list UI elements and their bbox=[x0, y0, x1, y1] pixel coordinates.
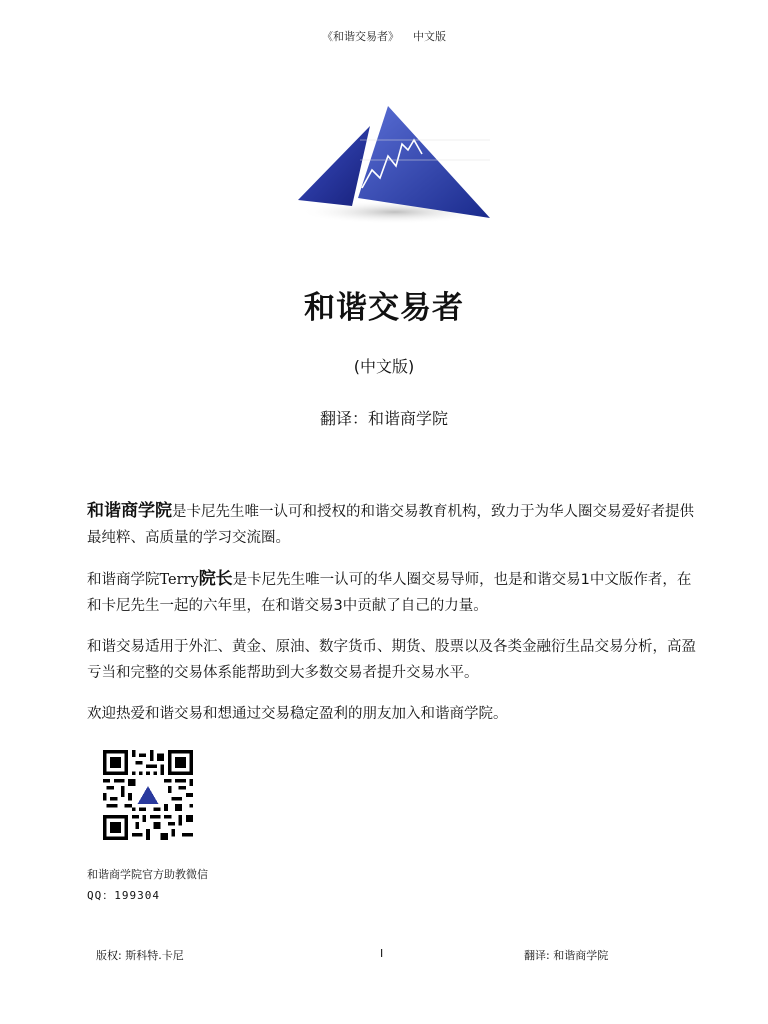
qq-number: QQ：199304 bbox=[87, 889, 160, 902]
paragraph-1 bbox=[87, 498, 701, 551]
document-title: 和谐交易者 bbox=[304, 290, 464, 326]
wechat-qr-code bbox=[98, 750, 198, 840]
paragraph-1-text: 是卡尼先生唯一认可和授权的和谐交易教育机构，致力于为华人圈交易爱好者提供最纯粹、高质量的学习交流圈。 bbox=[87, 504, 694, 546]
header-edition: 中文版 bbox=[413, 30, 446, 43]
intro-body bbox=[87, 498, 701, 742]
footer-translator: 翻译: 和谐商学院 bbox=[524, 949, 609, 962]
logo-left-peak bbox=[298, 126, 370, 206]
paragraph-4: 欢迎热爱和谐交易和想通过交易稳定盈利的朋友加入和谐商学院。 bbox=[87, 706, 508, 722]
paragraph-2-text: 是卡尼先生唯一认可的华人圈交易导师，也是和谐交易1中文版作者，在和卡尼先生一起的六年里，在和谐交易3中贡献了自己的力量。 bbox=[87, 572, 692, 614]
footer-page-number: I bbox=[380, 947, 384, 960]
running-header bbox=[0, 28, 768, 44]
dean-bold: 院长 bbox=[198, 569, 233, 589]
header-book-title: 《和谐交易者》 bbox=[322, 30, 399, 43]
qr-caption bbox=[87, 864, 208, 906]
paragraph-2-lead: 和谐商学院 bbox=[87, 572, 160, 588]
mountain-chart-logo bbox=[290, 100, 500, 230]
qr-caption-label: 和谐商学院官方助教微信 bbox=[87, 868, 208, 881]
paragraph-3: 和谐交易适用于外汇、黄金、原油、数字货币、期货、股票以及各类金融衍生品交易分析，高盈亏当和完整的交易体系能帮助到大多数交易者提升交易水平。 bbox=[87, 639, 696, 681]
translator-line: 翻译：和谐商学院 bbox=[319, 409, 448, 428]
academy-name-bold: 和谐商学院 bbox=[87, 501, 172, 521]
footer-copyright: 版权: 斯科特.卡尼 bbox=[96, 949, 184, 962]
document-subtitle: (中文版) bbox=[353, 357, 415, 376]
terry-name: Terry bbox=[159, 572, 199, 588]
page-footer bbox=[0, 947, 768, 963]
paragraph-2 bbox=[87, 566, 701, 619]
